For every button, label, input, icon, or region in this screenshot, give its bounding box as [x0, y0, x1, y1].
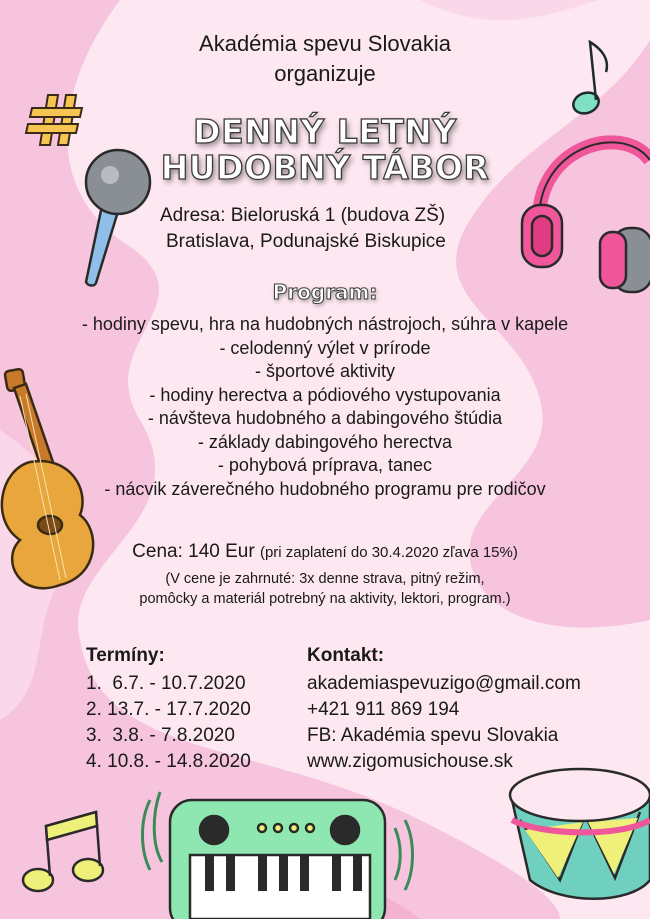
address-city: Bratislava, Podunajské Biskupice	[166, 231, 446, 252]
organizer-name: Akadémia spevu Slovakia	[199, 31, 451, 56]
double-note-icon	[23, 812, 103, 891]
contact-heading: Kontakt:	[307, 645, 385, 666]
price-note-1: (V cene je zahrnuté: 3x denne strava, pitný režim,	[165, 571, 485, 587]
program-item: - pohybová príprava, tanec	[217, 455, 433, 475]
keyboard-icon	[143, 792, 413, 919]
program-item: - návšteva hudobného a dabingového štúdia	[147, 408, 503, 428]
term-item: 3. 3.8. - 7.8.2020	[86, 725, 235, 746]
contact-facebook[interactable]: FB: Akadémia spevu Slovakia	[307, 725, 559, 746]
program-item: - základy dabingového herectva	[197, 431, 453, 452]
title-line-2: HUDOBNÝ TÁBOR	[160, 148, 490, 187]
program-item: - hodiny herectva a pódiového vystupovania	[149, 384, 501, 405]
price-label: Cena: 140 Eur	[132, 541, 255, 562]
contact-website[interactable]: www.zigomusichouse.sk	[307, 751, 513, 772]
address-street: Adresa: Bieloruská 1 (budova ZŠ)	[160, 205, 446, 226]
contact-email[interactable]: akademiaspevuzigo@gmail.com	[307, 673, 581, 694]
organizer-verb: organizuje	[274, 61, 376, 86]
price-note-2: pomôcky a materiál potrebný na aktivity, lektori, program.)	[139, 591, 511, 607]
terms-heading: Termíny:	[86, 645, 165, 666]
title-line-1: DENNÝ LETNÝ	[193, 112, 457, 151]
program-item: - celodenný výlet v prírode	[219, 337, 431, 358]
term-item: 2. 13.7. - 17.7.2020	[86, 699, 251, 720]
term-item: 4. 10.8. - 14.8.2020	[86, 751, 251, 772]
contact-phone[interactable]: +421 911 869 194	[307, 699, 460, 720]
program-list	[0, 313, 650, 501]
program-item: - športové aktivity	[254, 361, 396, 381]
price-discount: (pri zaplatení do 30.4.2020 zľava 15%)	[259, 544, 518, 561]
term-item: 1. 6.7. - 10.7.2020	[86, 673, 246, 694]
drum-icon	[510, 769, 650, 899]
program-item: - hodiny spevu, hra na hudobných nástrojoch, súhra v kapele	[81, 314, 569, 334]
program-heading: Program:	[272, 280, 378, 304]
program-item: - nácvik záverečného hudobného programu pre rodičov	[104, 478, 546, 499]
price-line	[0, 541, 650, 563]
